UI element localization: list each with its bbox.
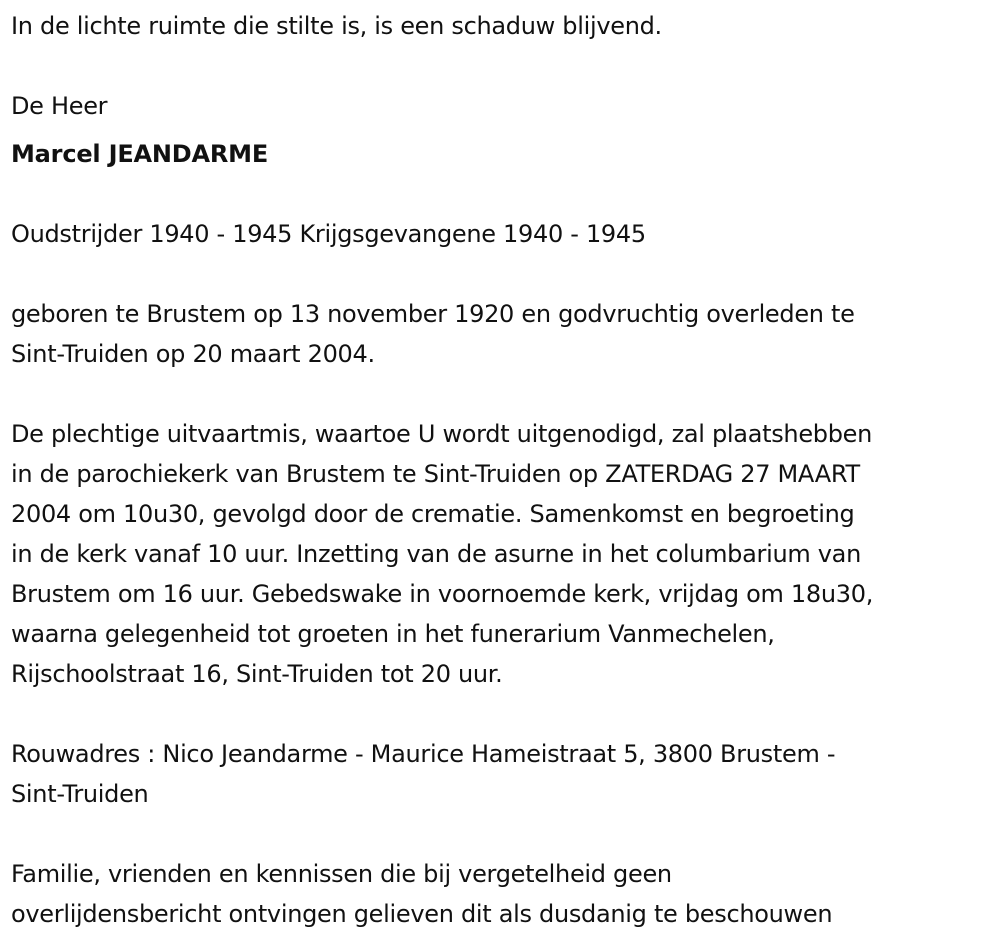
paragraph-line: in de kerk vanaf 10 uur. Inzetting van de asurne in het columbarium van [11,540,862,568]
paragraph-line: overlijdensbericht ontvingen gelieven dit als dusdanig te beschouwen [11,900,833,928]
paragraph-line: De plechtige uitvaartmis, waartoe U wordt uitgenodigd, zal plaatshebben [11,420,873,448]
paragraph-line: waarna gelegenheid tot groeten in het funerarium Vanmechelen, [11,620,775,648]
deceased-name: Marcel JEANDARME [11,140,269,168]
paragraph-line: geboren te Brustem op 13 november 1920 en godvruchtig overleden te [11,300,855,328]
paragraph-line: Brustem om 16 uur. Gebedswake in voornoemde kerk, vrijdag om 18u30, [11,580,874,608]
paragraph-line: 2004 om 10u30, gevolgd door de crematie. Samenkomst en begroeting [11,500,855,528]
paragraph-line: Sint-Truiden [11,780,149,808]
honorary-titles: Oudstrijder 1940 - 1945 Krijgsgevangene 1940 - 1945 [11,220,646,248]
paragraph-line: Rijschoolstraat 16, Sint-Truiden tot 20 uur. [11,660,503,688]
paragraph-line: Familie, vrienden en kennissen die bij vergetelheid geen [11,860,672,888]
paragraph-line: Sint-Truiden op 20 maart 2004. [11,340,375,368]
salutation: De Heer [11,92,108,120]
epigraph: In de lichte ruimte die stilte is, is een schaduw blijvend. [11,12,662,40]
paragraph-line: Rouwadres : Nico Jeandarme - Maurice Hameistraat 5, 3800 Brustem - [11,740,836,768]
paragraph-line: in de parochiekerk van Brustem te Sint-Truiden op ZATERDAG 27 MAART [11,460,860,488]
